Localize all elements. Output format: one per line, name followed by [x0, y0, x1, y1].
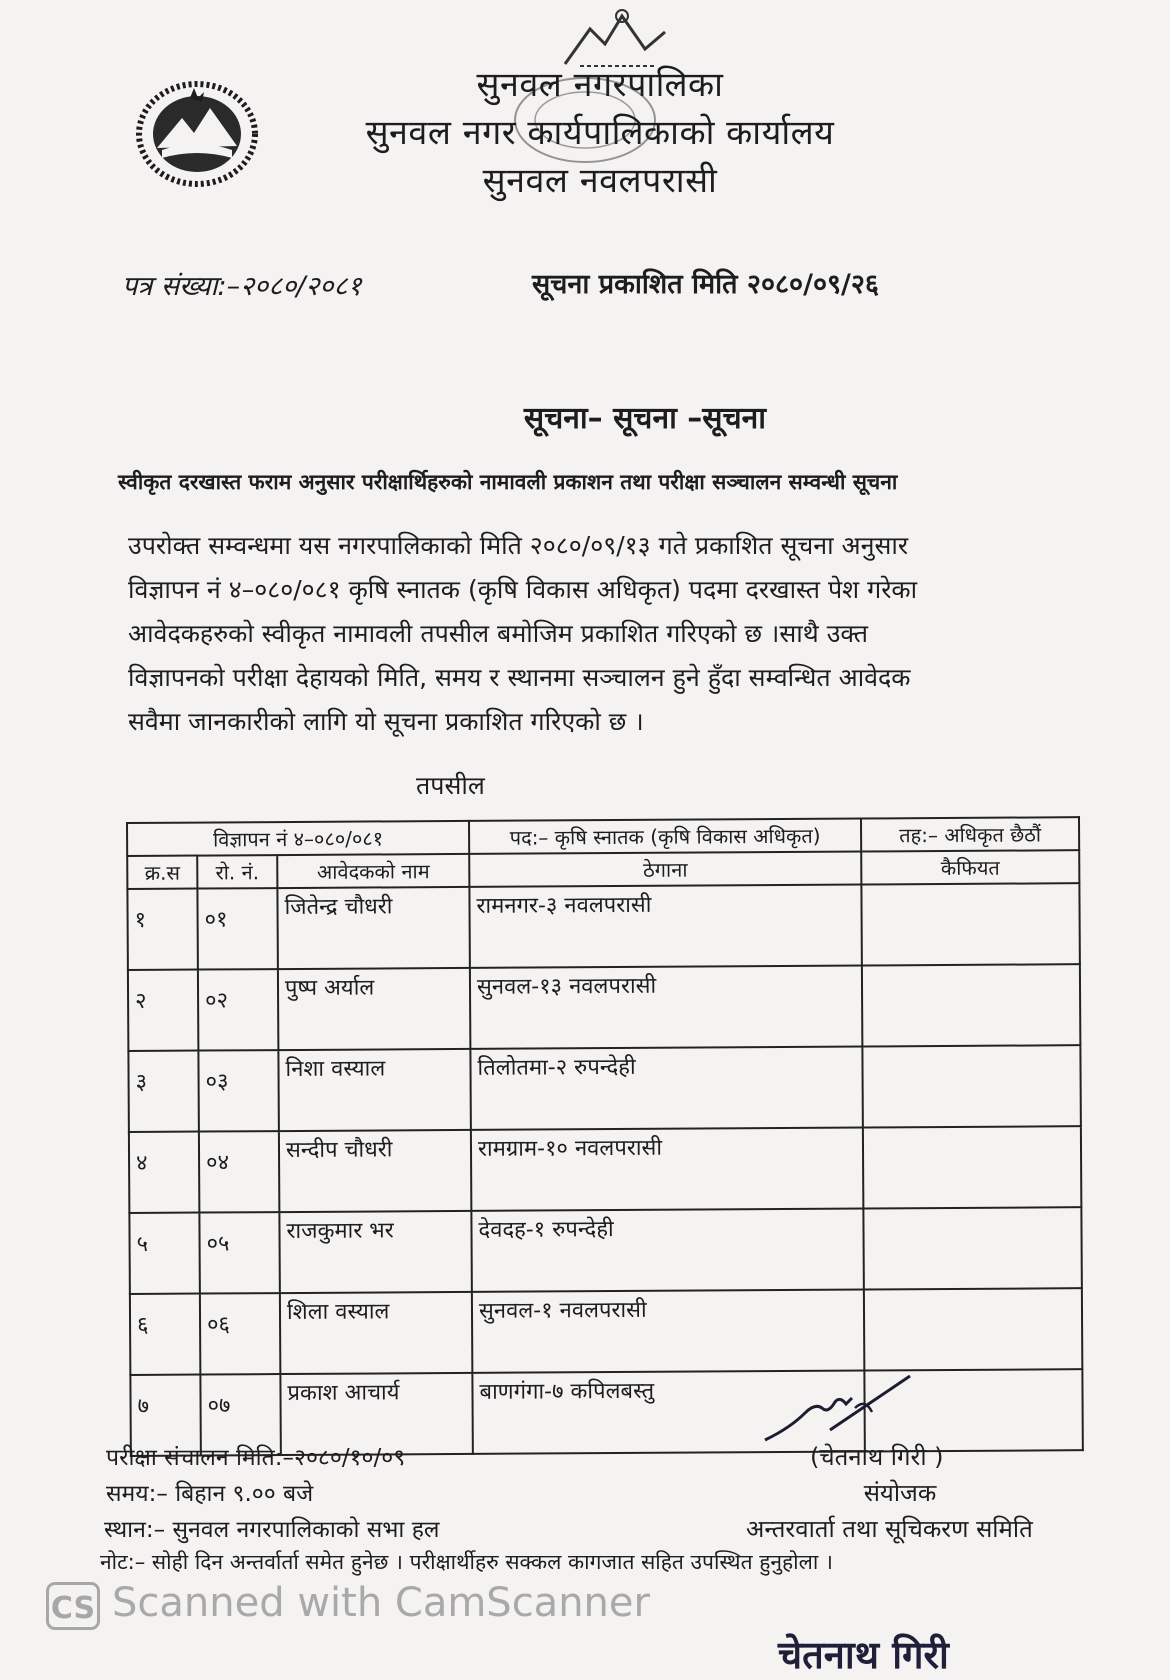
header-sn: क्र.स [127, 856, 197, 889]
cell-name: पुष्प अर्याल [278, 968, 470, 1050]
level-cell: तह:– अधिकृत छैठौं [861, 817, 1079, 851]
notice-title: सूचना– सूचना –सूचना [523, 401, 767, 436]
cell-address: रामग्राम-१० नवलपरासी [471, 1128, 863, 1211]
cell-roll: ०३ [198, 1050, 278, 1131]
table-row [127, 883, 1079, 970]
published-date: सूचना प्रकाशित मिति २०८०/०९/२६ [532, 269, 879, 300]
cell-roll: ०१ [197, 888, 277, 969]
cell-name: प्रकाश आचार्य [280, 1373, 472, 1455]
header-remarks: कैफियत [861, 850, 1079, 884]
table-row [129, 1207, 1081, 1294]
post-cell: पद:– कृषि स्नातक (कृषि विकास अधिकृत) [469, 819, 861, 854]
cell-roll: ०६ [200, 1293, 280, 1374]
table-row [129, 1126, 1081, 1213]
body-line: विज्ञापनको परीक्षा देहायको मिति, समय र स्थानमा सञ्चालन हुने हुँदा सम्वन्धित आवेदक [128, 663, 911, 692]
body-line: आवेदकहरुको स्वीकृत नामावली तपसील बमोजिम प्रकाशित गरिएको छ ।साथै उक्त [128, 619, 869, 648]
table-row [128, 964, 1080, 1051]
notice-subject: स्वीकृत दरखास्त फराम अनुसार परीक्षार्थिहरुको नामावली प्रकाशन तथा परीक्षा सञ्चालन सम्वन्धी सूचना [118, 470, 898, 494]
header-name: आवेदकको नाम [277, 854, 469, 888]
table-row [130, 1288, 1082, 1375]
handwritten-signature-icon [760, 1368, 940, 1448]
cell-roll: ०५ [199, 1212, 279, 1293]
cell-remarks [861, 883, 1079, 965]
signatory-name: (चेतनाथ गिरी ) [810, 1443, 944, 1471]
cell-address: सुनवल-१३ नवलपरासी [470, 966, 862, 1049]
signatory-role: संयोजक [863, 1479, 937, 1507]
cell-address: देवदह-१ रुपन्देही [471, 1209, 863, 1292]
exam-date: परीक्षा संचालन मिति:–२०८०/१०/०९ [106, 1445, 406, 1471]
committee-name: अन्तरवार्ता तथा सूचिकरण समिति [746, 1515, 1033, 1543]
cell-sn: ३ [128, 1051, 198, 1132]
letter-number: पत्र संख्या:–२०८०/२०८१ [122, 271, 362, 302]
cell-address: तिलोतमा-२ रुपन्देही [470, 1047, 862, 1130]
cell-name: सन्दीप चौधरी [279, 1130, 471, 1212]
municipality-name: सुनवल नगरपालिका [476, 65, 724, 105]
cell-address: बाणगंगा-७ कपिलबस्तु [472, 1370, 864, 1453]
office-name: सुनवल नगर कार्यपालिकाको कार्यालय [365, 113, 835, 153]
table-row [128, 1045, 1080, 1132]
cell-sn: ६ [130, 1294, 200, 1375]
cell-address: सुनवल-१ नवलपरासी [472, 1290, 864, 1373]
camscanner-logo-icon: CS [46, 1582, 100, 1630]
cell-sn: ७ [130, 1375, 200, 1456]
exam-venue: स्थान:– सुनवल नगरपालिकाको सभा हल [104, 1517, 440, 1543]
header-address: ठेगाना [469, 852, 861, 887]
cell-name: निशा वस्याल [278, 1049, 470, 1131]
cell-roll: ०४ [199, 1131, 279, 1212]
camscanner-watermark: Scanned with CamScanner [112, 1580, 650, 1626]
cell-remarks [862, 1045, 1080, 1127]
cell-remarks [864, 1288, 1082, 1370]
cell-sn: २ [128, 970, 198, 1051]
cell-name: शिला वस्याल [280, 1292, 472, 1374]
government-emblem-icon [132, 78, 262, 190]
body-line: सवैमा जानकारीको लागि यो सूचना प्रकाशित गरिएको छ । [128, 707, 644, 736]
header-roll: रो. नं. [197, 855, 277, 888]
office-location: सुनवल नवलपरासी [482, 161, 718, 201]
cell-remarks [862, 964, 1080, 1046]
cell-name: जितेन्द्र चौधरी [277, 887, 469, 969]
name-stamp: चेतनाथ गिरी [778, 1633, 949, 1677]
ad-number-cell: विज्ञापन नं ४–०८०/०८१ [127, 821, 469, 856]
cell-remarks [863, 1126, 1081, 1208]
cell-sn: १ [127, 889, 197, 970]
cell-remarks [863, 1207, 1081, 1289]
cell-sn: ५ [129, 1213, 199, 1294]
body-line: विज्ञापन नं ४–०८०/०८१ कृषि स्नातक (कृषि विकास अधिकृत) पदमा दरखास्त पेश गरेका [128, 575, 918, 604]
cell-address: रामनगर-३ नवलपरासी [469, 885, 861, 968]
body-line: उपरोक्त सम्वन्धमा यस नगरपालिकाको मिति २०८०/०९/१३ गते प्रकाशित सूचना अनुसार [128, 531, 909, 560]
applicant-table [126, 816, 1084, 1457]
cell-roll: ०२ [198, 969, 278, 1050]
cell-roll: ०७ [200, 1374, 280, 1455]
exam-note: नोट:– सोही दिन अन्तर्वार्ता समेत हुनेछ । परीक्षार्थीहरु सक्कल कागजात सहित उपस्थित हुनुहोला । [100, 1550, 833, 1574]
cell-sn: ४ [129, 1132, 199, 1213]
cell-name: राजकुमार भर [279, 1211, 471, 1293]
exam-time: समय:– बिहान ९.०० बजे [106, 1481, 314, 1507]
tapsil-label: तपसील [416, 771, 485, 800]
